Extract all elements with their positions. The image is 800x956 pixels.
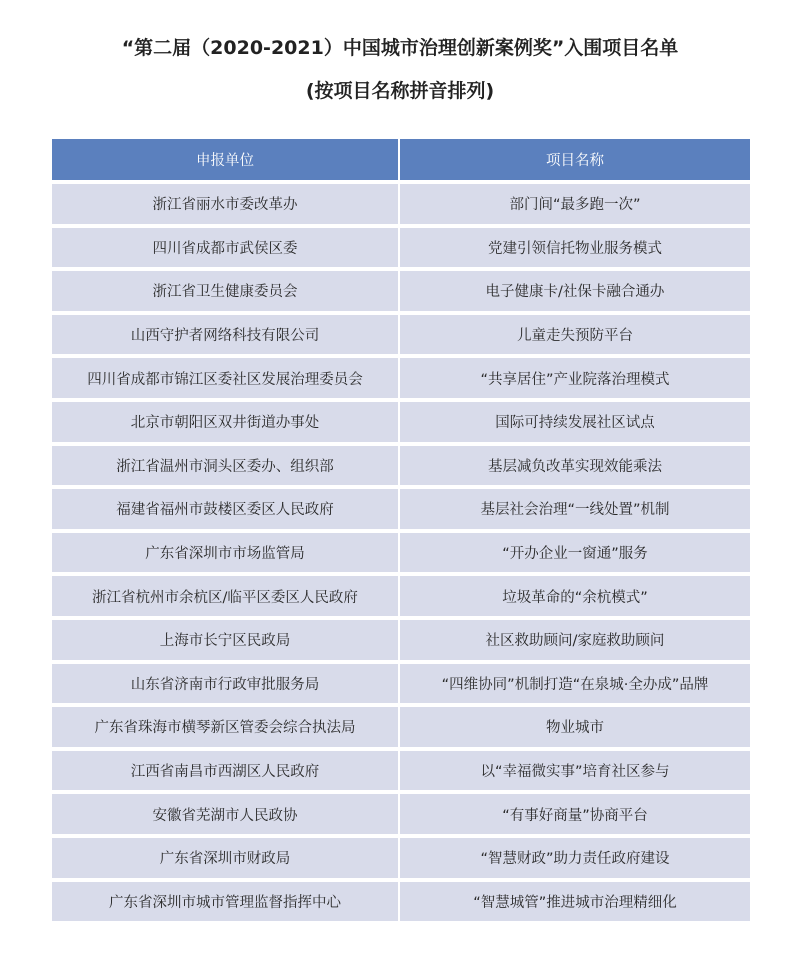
cell-project: 基层社会治理“一线处置”机制	[400, 489, 750, 529]
table-row	[52, 446, 750, 486]
cell-project: 党建引领信托物业服务模式	[400, 228, 750, 268]
table-row	[52, 489, 750, 529]
table-row	[52, 358, 750, 398]
table-row	[52, 576, 750, 616]
cell-unit: 浙江省温州市洞头区委办、组织部	[52, 446, 400, 486]
cell-project: 物业城市	[400, 707, 750, 747]
cell-project: “开办企业一窗通”服务	[400, 533, 750, 573]
table-row	[52, 315, 750, 355]
cell-project: “智慧财政”助力责任政府建设	[400, 838, 750, 878]
cell-project: “智慧城管”推进城市治理精细化	[400, 882, 750, 922]
cell-unit: 福建省福州市鼓楼区委区人民政府	[52, 489, 400, 529]
cell-unit: 广东省珠海市横琴新区管委会综合执法局	[52, 707, 400, 747]
cell-unit: 四川省成都市武侯区委	[52, 228, 400, 268]
table-row	[52, 533, 750, 573]
cell-project: 社区救助顾问/家庭救助顾问	[400, 620, 750, 660]
page-title: “第二届（2020-2021）中国城市治理创新案例奖”入围项目名单	[121, 37, 679, 59]
table-row	[52, 184, 750, 224]
column-header-project: 项目名称	[400, 139, 750, 180]
cell-unit: 浙江省杭州市余杭区/临平区委区人民政府	[52, 576, 400, 616]
table-row	[52, 228, 750, 268]
cell-unit: 广东省深圳市市场监管局	[52, 533, 400, 573]
cell-project: 国际可持续发展社区试点	[400, 402, 750, 442]
page-subtitle: (按项目名称拼音排列)	[305, 80, 495, 102]
table-row	[52, 271, 750, 311]
table-row	[52, 794, 750, 834]
cell-unit: 浙江省卫生健康委员会	[52, 271, 400, 311]
cell-project: 儿童走失预防平台	[400, 315, 750, 355]
cell-project: 部门间“最多跑一次”	[400, 184, 750, 224]
cell-project: “有事好商量”协商平台	[400, 794, 750, 834]
table-row	[52, 620, 750, 660]
cell-unit: 广东省深圳市城市管理监督指挥中心	[52, 882, 400, 922]
cell-project: “四维协同”机制打造“在泉城·全办成”品牌	[400, 664, 750, 704]
cell-unit: 北京市朝阳区双井街道办事处	[52, 402, 400, 442]
cell-unit: 四川省成都市锦江区委社区发展治理委员会	[52, 358, 400, 398]
cell-project: 电子健康卡/社保卡融合通办	[400, 271, 750, 311]
table-row	[52, 882, 750, 922]
cell-unit: 上海市长宁区民政局	[52, 620, 400, 660]
cell-project: 垃圾革命的“余杭模式”	[400, 576, 750, 616]
finalist-table	[52, 135, 750, 925]
table-row	[52, 838, 750, 878]
cell-unit: 江西省南昌市西湖区人民政府	[52, 751, 400, 791]
cell-unit: 浙江省丽水市委改革办	[52, 184, 400, 224]
table-row	[52, 402, 750, 442]
cell-project: 基层减负改革实现效能乘法	[400, 446, 750, 486]
column-header-unit: 申报单位	[52, 139, 400, 180]
table-header-row	[52, 139, 750, 180]
table-row	[52, 751, 750, 791]
table-row	[52, 664, 750, 704]
cell-project: 以“幸福微实事”培育社区参与	[400, 751, 750, 791]
cell-unit: 广东省深圳市财政局	[52, 838, 400, 878]
cell-unit: 山西守护者网络科技有限公司	[52, 315, 400, 355]
cell-unit: 安徽省芜湖市人民政协	[52, 794, 400, 834]
table-row	[52, 707, 750, 747]
cell-unit: 山东省济南市行政审批服务局	[52, 664, 400, 704]
cell-project: “共享居住”产业院落治理模式	[400, 358, 750, 398]
